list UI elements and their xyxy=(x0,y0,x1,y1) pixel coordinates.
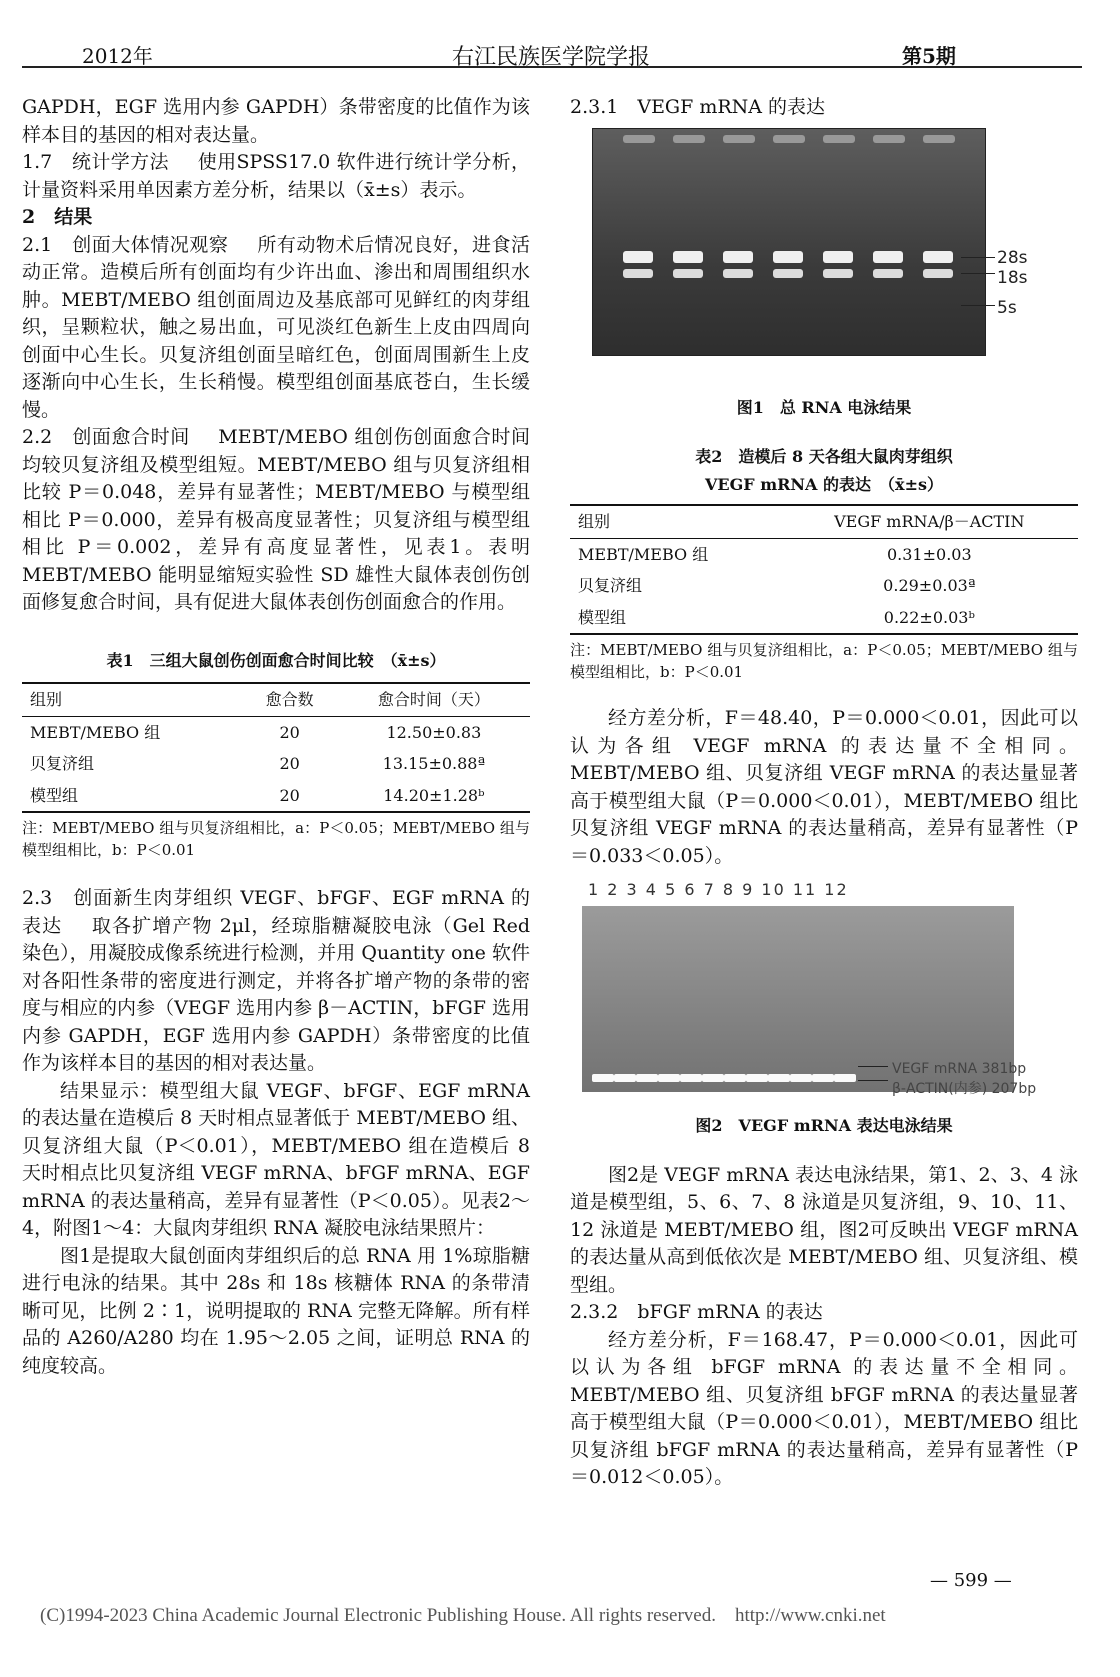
figure-1-gel xyxy=(592,128,1028,356)
gel-band-28s xyxy=(923,251,953,263)
gel-well xyxy=(623,135,655,143)
section-heading: 2.2 创面愈合时间 xyxy=(22,426,190,448)
table-cell: MEBT/MEBO 组 xyxy=(30,722,161,742)
table-cell: 贝复济组 xyxy=(578,576,643,595)
table-1-caption: 表1 三组大鼠创伤创面愈合时间比较 （x̄±s） xyxy=(106,650,446,670)
gel-label-5s: 5s xyxy=(997,297,1017,318)
gel-label-28s: 28s xyxy=(997,247,1028,268)
gel-band-28s xyxy=(873,251,903,263)
table-row xyxy=(22,716,530,748)
section-2-1 xyxy=(22,232,530,425)
section-heading: 2.1 创面大体情况观察 xyxy=(22,233,229,256)
table-1-note: 注：MEBT/MEBO 组与贝复济组相比，a：P＜0.05；MEBT/MEBO 组与模型组相比，b：P＜0.01 xyxy=(22,819,530,859)
table-cell: 模型组 xyxy=(30,785,79,805)
figure-2-gel xyxy=(582,880,1037,1097)
table-header: VEGF mRNA/β－ACTIN xyxy=(834,512,1025,531)
table-2 xyxy=(570,504,1078,635)
gel-label-vegf: VEGF mRNA 381bp xyxy=(892,1061,1027,1077)
section-2-3-1-heading: 2.3.1 VEGF mRNA 的表达 xyxy=(570,96,826,118)
gel-well xyxy=(773,135,805,143)
table-cell: MEBT/MEBO 组 xyxy=(578,544,709,564)
gel-band-18s xyxy=(773,269,803,278)
arrow-icon xyxy=(858,1080,888,1081)
gel-label-actin: β-ACTIN(内参) 207bp xyxy=(892,1081,1037,1097)
gel-well xyxy=(923,135,955,143)
table-cell: 13.15±0.88ª xyxy=(382,754,486,773)
paragraph-figure-2: 图2是 VEGF mRNA 表达电泳结果，第1、2、3、4 泳道是模型组，5、6、7、8 泳道是贝复济组，9、10、11、12 泳道是 MEBT/MEBO 组，图2可反映出 VEGF mRNA 的表达量从高到低依次是 MEBT/MEBO 组、贝复济组、模型组。 xyxy=(570,1163,1078,1296)
gel-band-18s xyxy=(673,269,703,278)
paragraph-anova-bfgf: 经方差分析，F＝168.47，P＝0.000＜0.01，因此可以认为各组 bFGF mRNA 的表达量不全相同。MEBT/MEBO 组、贝复济组 bFGF mRNA 的表达量显著高于模型组大鼠（P＝0.000＜0.01），MEBT/MEBO 组比贝复济组 bFGF mRNA 的表达量稍高，差异有显著性（P＝0.012＜0.05）。 xyxy=(570,1328,1078,1488)
lane-numbers: 1 2 3 4 5 6 7 8 9 10 11 12 xyxy=(588,880,849,899)
gel-label-18s: 18s xyxy=(997,267,1028,288)
gel-band xyxy=(724,1074,746,1082)
paragraph-anova-vegf: 经方差分析，F＝48.40，P＝0.000＜0.01，因此可以认为各组 VEGF mRNA 的表达量不全相同。MEBT/MEBO 组、贝复济组 VEGF mRNA 的表达量显著高于模型组大鼠（P＝0.000＜0.01），MEBT/MEBO 组比贝复济组 VEGF mRNA 的表达量稍高，差异有显著性（P＝0.033＜0.05）。 xyxy=(570,707,1078,867)
header-year: 2012年 xyxy=(82,44,153,68)
table-header: 愈合数 xyxy=(265,690,314,709)
gel-band xyxy=(768,1074,790,1082)
section-1-7 xyxy=(22,149,530,204)
table-2-caption-line1: 表2 造模后 8 天各组大鼠肉芽组织 xyxy=(695,447,953,466)
table-2-note: 注：MEBT/MEBO 组与贝复济组相比，a：P＜0.05；MEBT/MEBO 组与模型组相比，b：P＜0.01 xyxy=(570,641,1078,681)
section-2-3 xyxy=(22,885,530,1078)
gel-band xyxy=(746,1074,768,1082)
gel-band-18s xyxy=(723,269,753,278)
arrow-icon xyxy=(961,273,995,274)
gel-well xyxy=(823,135,855,143)
section-2-heading: 2 结果 xyxy=(22,206,93,228)
gel-band-18s xyxy=(923,269,953,278)
gel-band xyxy=(680,1074,702,1082)
table-2-caption-line2: VEGF mRNA 的表达 （x̄±s） xyxy=(705,474,943,494)
gel-band xyxy=(834,1074,856,1082)
table-cell: 20 xyxy=(279,785,300,805)
section-2-3-2-heading: 2.3.2 bFGF mRNA 的表达 xyxy=(570,1301,823,1323)
gel-band xyxy=(636,1074,658,1082)
table-row xyxy=(570,602,1078,635)
gel-band xyxy=(614,1074,636,1082)
gel-band xyxy=(658,1074,680,1082)
gel-band xyxy=(702,1074,724,1082)
gel-band xyxy=(790,1074,812,1082)
gel-well xyxy=(723,135,755,143)
gel-well xyxy=(673,135,705,143)
paragraph-figure-1: 图1是提取大鼠创面肉芽组织后的总 RNA 用 1%琼脂糖进行电泳的结果。其中 28s 和 18s 核糖体 RNA 的条带清晰可见，比例 2∶1，说明提取的 RNA 完整无降解。所有样品的 A260/A280 均在 1.95～2.05 之间，证明总 RNA 的纯度较高。 xyxy=(22,1244,530,1377)
gel-band-28s xyxy=(723,251,753,263)
table-cell: 0.31±0.03 xyxy=(886,544,972,564)
gel-band-18s xyxy=(823,269,853,278)
section-text: MEBT/MEBO 组创伤创面愈合时间均较贝复济组及模型组短。MEBT/MEBO 组与贝复济组相比较 P＝0.048，差异有显著性；MEBT/MEBO 与模型组相比 P＝0.000，差异有极高度显著性；贝复济组与模型组相比 P＝0.002，差异有高度显著性，见表1。表明 MEBT/MEBO 能明显缩短实验性 SD 雄性大鼠体表创伤创面修复愈合时间，具有促进大鼠体表创伤创面愈合的作用。 xyxy=(22,426,530,613)
table-row xyxy=(22,780,530,813)
right-column xyxy=(570,94,1078,1492)
section-text: 所有动物术后情况良好，进食活动正常。造模后所有创面均有少许出血、渗出和周围组织水肿。MEBT/MEBO 组创面周边及基底部可见鲜红的肉芽组织，呈颗粒状，触之易出血，可见淡红色新生上皮由四周向创面中心生长。贝复济组创面呈暗红色，创面周围新生上皮逐渐向中心生长，生长稍慢。模型组创面基底苍白，生长缓慢。 xyxy=(22,233,530,421)
arrow-icon xyxy=(858,1066,888,1067)
header-journal: 右江民族医学院学报 xyxy=(452,45,651,70)
table-header: 愈合时间（天） xyxy=(377,690,490,709)
copyright-footer: (C)1994-2023 China Academic Journal Electronic Publishing House. All rights reserved. http://www.cnki.net xyxy=(40,1605,886,1626)
gel-band-28s xyxy=(623,251,653,263)
gel-band-18s xyxy=(623,269,653,278)
left-column xyxy=(22,94,530,1380)
table-cell: 0.29±0.03ª xyxy=(883,576,976,595)
table-cell: 模型组 xyxy=(578,607,627,627)
section-text: 取各扩增产物 2μl，经琼脂糖凝胶电泳（Gel Red 染色），用凝胶成像系统进行检测，并用 Quantity one 软件对各阳性条带的密度进行测定，并将各扩增产物的条带的密度与相应的内参（VEGF 选用内参 β－ACTIN，bFGF 选用内参 GAPDH，EGF 选用内参 GAPDH）条带密度的比值作为该样本目的基因的相对表达量。 xyxy=(22,914,530,1074)
table-cell: 20 xyxy=(279,754,300,773)
table-cell: 0.22±0.03ᵇ xyxy=(883,607,975,627)
table-header: 组别 xyxy=(30,690,63,709)
section-heading: 1.7 统计学方法 xyxy=(22,151,169,173)
header-issue: 第5期 xyxy=(902,44,956,68)
gel-band xyxy=(812,1074,834,1082)
gel-band-28s xyxy=(773,251,803,263)
table-cell: 20 xyxy=(279,722,300,742)
section-text: 使用SPSS17.0 软件进行统计学分析，计量资料采用单因素方差分析，结果以（x̄±s）表示。 xyxy=(22,151,531,201)
table-row xyxy=(570,538,1078,570)
section-heading: 2.3 创面新生肉芽组织 VEGF、bFGF、EGF mRNA 的表达 xyxy=(22,887,530,937)
page-number: — 599 — xyxy=(930,1570,1012,1591)
header-rule xyxy=(22,66,1082,68)
paragraph-gapdh: GAPDH，EGF 选用内参 GAPDH）条带密度的比值作为该样本目的基因的相对表达量。 xyxy=(22,96,530,146)
figure-1-caption: 图1 总 RNA 电泳结果 xyxy=(736,397,912,417)
gel-band xyxy=(592,1074,614,1082)
table-row xyxy=(570,570,1078,602)
table-cell: 14.20±1.28ᵇ xyxy=(383,785,485,805)
arrow-icon xyxy=(961,305,995,306)
table-1 xyxy=(22,682,530,813)
section-2-2 xyxy=(22,424,530,617)
figure-2-caption: 图2 VEGF mRNA 表达电泳结果 xyxy=(695,1116,953,1135)
paragraph-results: 结果显示：模型组大鼠 VEGF、bFGF、EGF mRNA 的表达量在造模后 8 天时相点显著低于 MEBT/MEBO 组、贝复济组大鼠（P＜0.01），MEBT/MEBO 组在造模后 8 天时相点比贝复济组 VEGF mRNA、bFGF mRNA、EGF mRNA 的表达量稍高，差异有显著性（P＜0.05）。见表2～4，附图1～4：大鼠肉芽组织 RNA 凝胶电泳结果照片： xyxy=(22,1079,530,1239)
table-cell: 12.50±0.83 xyxy=(386,722,482,742)
table-row xyxy=(22,748,530,780)
table-cell: 贝复济组 xyxy=(30,754,95,773)
arrow-icon xyxy=(961,257,995,258)
gel-band-28s xyxy=(673,251,703,263)
gel-well xyxy=(873,135,905,143)
gel-band-28s xyxy=(823,251,853,263)
gel-band-18s xyxy=(873,269,903,278)
table-header: 组别 xyxy=(578,512,611,531)
